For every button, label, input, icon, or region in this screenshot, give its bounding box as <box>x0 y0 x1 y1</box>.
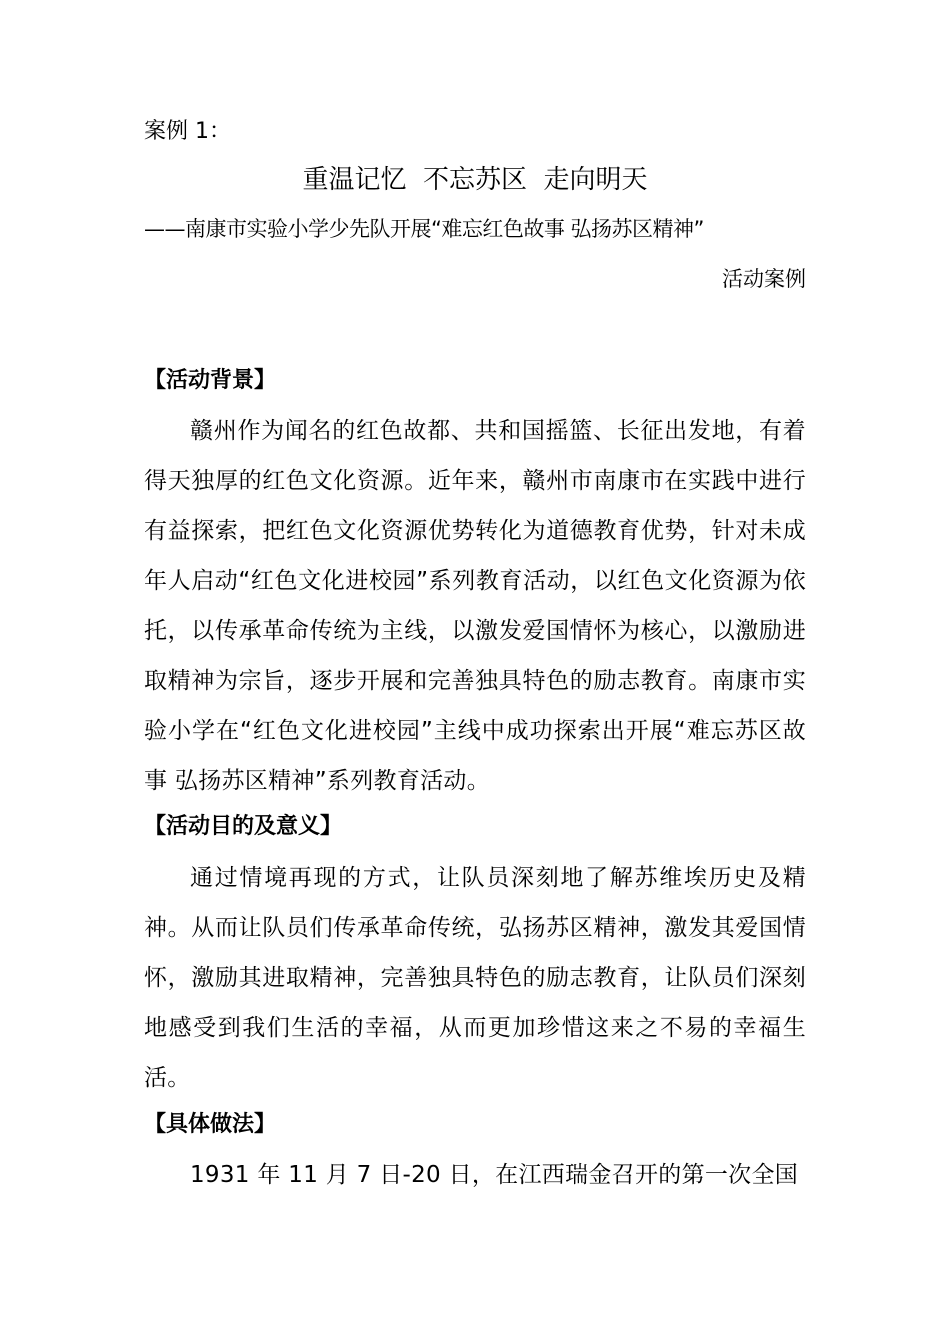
section-body-background: 赣州作为闻名的红色故都、共和国摇篮、长征出发地，有着得天独厚的红色文化资源。近年来，赣州市南康市在实践中进行有益探索，把红色文化资源优势转化为道德教育优势，针对未成年人启动“红色文化进校园”系列教育活动，以红色文化资源为依托，以传承革命传统为主线，以激发爱国情怀为核心，以激励进取精神为宗旨，逐步开展和完善独具特色的励志教育。南康市实验小学在“红色文化进校园”主线中成功探索出开展“难忘苏区故事 弘扬苏区精神”系列教育活动。 <box>144 418 806 794</box>
case-label: 案例 1： <box>144 119 231 144</box>
subtitle: ——南康市实验小学少先队开展“难忘红色故事 弘扬苏区精神” <box>144 217 704 241</box>
page-title: 重温记忆 不忘苏区 走向明天 <box>302 165 648 195</box>
subtitle-continuation: 活动案例 <box>722 267 806 291</box>
section-body-method: 1931 年 11 月 7 日-20 日，在江西瑞金召开的第一次全国 <box>190 1162 799 1188</box>
section-heading-background: 【活动背景】 <box>144 368 277 393</box>
section-heading-method: 【具体做法】 <box>144 1112 277 1137</box>
section-body-purpose: 通过情境再现的方式，让队员深刻地了解苏维埃历史及精神。从而让队员们传承革命传统，弘扬苏区精神，激发其爱国情怀，激励其进取精神，完善独具特色的励志教育，让队员们深刻地感受到我们生活的幸福，从而更加珍惜这来之不易的幸福生活。 <box>144 865 806 1091</box>
section-heading-purpose: 【活动目的及意义】 <box>144 814 343 839</box>
